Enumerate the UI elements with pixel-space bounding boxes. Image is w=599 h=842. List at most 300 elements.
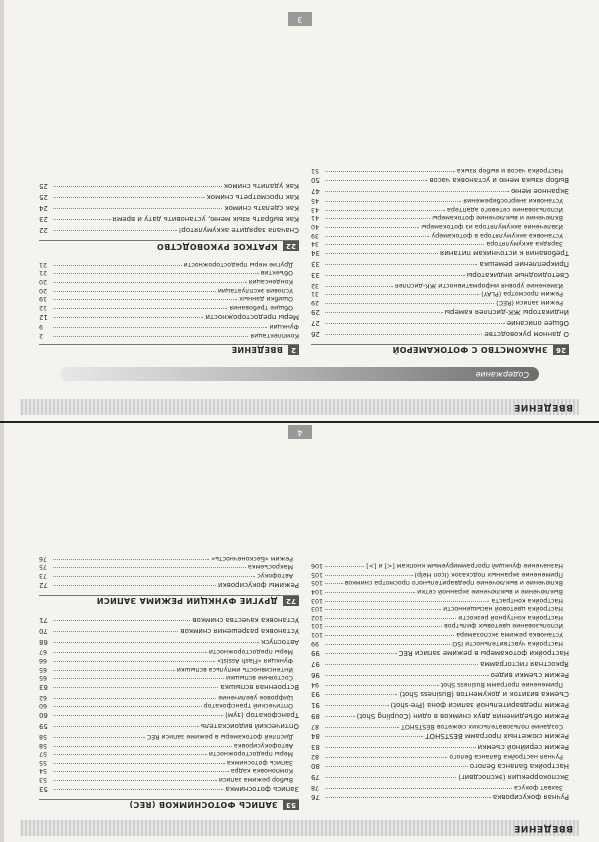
toc-entry [311,699,569,710]
toc-entry-page: 12 [39,312,48,321]
toc-list [39,259,299,339]
toc-entry [311,297,569,306]
toc-entry [39,614,299,625]
toc-entry [311,680,569,689]
toc-entry-title: Общие требования [229,303,293,311]
toc-entry-page: 2 [39,332,44,339]
toc-entry-title: Общее описание [506,319,569,327]
leader-dots [53,585,216,586]
toc-entry-page: 102 [311,613,324,621]
toc-entry-page: 60 [39,711,48,720]
toc-entry [39,213,299,224]
leader-dots [325,218,430,219]
leader-dots [325,275,465,276]
toc-list [311,165,569,339]
leader-dots [53,706,202,707]
toc-column-upper-left [39,180,299,359]
toc-entry-title: Экранное меню [511,186,569,195]
toc-entry-page: 12 [39,303,48,311]
toc-entry [311,213,569,222]
toc-entry-page: 60 [39,702,48,710]
toc-entry-page: 78 [311,784,320,791]
toc-entry-page: 82 [311,753,320,761]
toc-entry [311,604,569,613]
toc-entry [39,302,299,311]
toc-entry-title: Объектив [260,269,293,277]
toc-entry [311,230,569,239]
leader-dots [53,336,248,337]
toc-column-lower-right [311,561,569,802]
toc-entry-page: 58 [39,733,48,741]
toc-entry-page: 25 [39,182,48,191]
toc-entry-title: Режим предварительной записи фона (Pre-shot) [390,701,569,710]
leader-dots [325,736,423,737]
leader-dots [53,282,247,283]
toc-entry-title: Создание пользовательских сюжетов BESTSHOT [401,722,563,730]
toc-entry-page: 91 [311,701,320,710]
toc-entry-page: 103 [311,596,324,604]
toc-entry [311,791,569,802]
leader-dots [325,727,399,728]
section-title: КРАТКОЕ РУКОВОДСТВО [156,241,278,251]
toc-entry-page: 67 [39,648,48,656]
leader-dots [53,652,207,653]
toc-entry-page: 66 [39,657,48,665]
toc-entry-title: О данном руководстве [484,330,569,338]
toc-entry-page: 31 [311,290,320,298]
toc-entry [311,730,569,741]
toc-entry-title: Настройка часов и выбор языка [456,166,563,174]
toc-entry [311,185,569,196]
toc-entry [39,647,299,656]
leader-dots [325,609,441,610]
page-header: ВВЕДЕНИЕ [20,399,579,415]
toc-entry-page: 87 [311,722,320,730]
toc-entry-title: Запись фотоснимка [226,758,293,766]
toc-entry-page: 33 [311,260,320,269]
toc-entry-title: Компоновка кадра [230,767,293,775]
toc-entry-page: 25 [39,193,48,202]
toc-entry-page: 63 [39,683,48,692]
toc-entry [39,709,299,720]
leader-dots [325,716,355,717]
toc-entry-page: 20 [39,286,48,294]
toc-entry-title: Автофокусировка [233,741,293,749]
toc-entry [39,579,299,590]
leader-dots [325,286,393,287]
toc-entry-title: Зарядка аккумулятора [486,240,563,248]
section-heading [39,344,299,355]
toc-entry-title: Установка режима экспозамера [456,631,563,639]
toc-entry-title: Включение и выключение предварительного просмотра снимков [344,579,563,587]
toc-entry [311,306,569,317]
toc-entry-title: Ошибки данных [239,295,293,303]
toc-entry-title: Применение экранных подсказок (Icon Help) [414,570,563,578]
leader-dots [53,754,207,755]
lower-page [0,421,599,842]
section-number: 26 [553,345,569,355]
toc-entry [39,636,299,647]
toc-entry [39,673,299,682]
toc-entry [311,658,569,669]
toc-entry [311,638,569,647]
leader-dots [325,334,482,335]
toc-entry-title: Режим сюжетных программ BESTSHOT [425,731,569,740]
toc-entry [311,586,569,595]
toc-entry-title: Оптический трансфокатор [203,702,293,710]
toc-entry-title: Настройка цветовой насыщенности [443,605,563,613]
toc-entry [39,202,299,213]
leader-dots [53,327,267,328]
toc-entry-title: Яркостная гистограмма [480,659,569,668]
leader-dots [325,253,438,254]
toc-entry-title: Режим объединения двух снимков в один (Coupling Shot) [356,712,569,721]
toc-entry [39,664,299,673]
toc-entry-title: Интенсивность импульса вспышки [176,665,293,673]
leader-dots [325,757,447,758]
toc-entry [39,731,299,740]
toc-entry-title: Светодиодные индикаторы [466,271,569,280]
toc-entry-page: 33 [311,271,320,280]
leader-dots [53,687,218,688]
toc-entry [39,757,299,766]
toc-entry-title: Состояние вспышки [225,674,293,682]
toc-entry [39,570,299,579]
page-number-tab: 4 [288,425,312,439]
leader-dots [53,219,111,220]
toc-entry-title: Настройка контурной резкости [458,613,563,621]
toc-list [39,553,299,590]
toc-entry-page: 57 [39,750,48,758]
toc-entry-page: 41 [311,214,320,222]
toc-entry [311,621,569,630]
toc-entry [39,681,299,692]
toc-entry [39,553,299,562]
leader-dots [53,197,205,198]
leader-dots [325,236,429,237]
toc-entry [311,561,569,570]
toc-entry-title: Установка качества снимков [192,615,299,624]
toc-entry-page: 27 [311,319,320,327]
toc-entry-page: 65 [39,665,48,673]
toc-entry-title: Требования к источникам питания [440,249,569,258]
toc-entry-page: 70 [39,626,48,635]
toc-entry-page: 22 [39,226,48,235]
toc-entry-title: Прикрепление ремешка [479,260,569,269]
toc-entry-title: Установка аккумулятора в фотокамеру [431,231,563,239]
toc-list [311,561,569,802]
toc-entry-page: 103 [311,605,324,613]
toc-entry [311,258,569,269]
toc-entry [39,311,299,322]
toc-entry [311,647,569,658]
toc-entry-page: 26 [311,330,320,338]
section-title: ЗАПИСЬ ФОТОСНИМКОВ (REC) [129,800,278,810]
toc-entry-page: 59 [39,722,48,731]
toc-entry [311,629,569,638]
leader-dots [325,323,505,324]
toc-entry-title: Установка разрешения снимков [180,626,299,635]
leader-dots [325,644,450,645]
toc-entry-title: Выбор режима записи [218,776,293,783]
toc-entry-page: 51 [311,166,320,174]
leader-dots [325,685,439,686]
toc-entry-title: Экспокоррекция (экспосдвиг) [458,773,569,782]
toc-entry [39,322,299,331]
toc-entry-title: Меры предосторожности [208,648,293,656]
toc-entry-page: 75 [39,563,48,571]
toc-entry-page: 54 [39,767,48,775]
toc-entry-title: Как выбрать язык меню, установить дату и время [112,215,299,224]
contents-label: Содержание [60,367,539,381]
toc-entry-page: 71 [39,615,48,624]
toc-entry [39,692,299,701]
toc-entry-page: 93 [311,690,320,699]
leader-dots [53,661,215,662]
toc-entry-title: Режим записи (REC) [496,299,563,306]
toc-entry [311,239,569,248]
toc-entry [311,741,569,752]
toc-entry-page: 105 [311,570,324,578]
toc-entry-page: 40 [311,223,320,231]
leader-dots [53,746,232,747]
toc-entry-title: Комплектация [250,332,299,339]
toc-entry-page: 68 [39,637,48,646]
leader-dots [53,567,246,568]
section-heading [39,799,299,810]
toc-entry-title: Автоспуск [261,637,299,646]
toc-entry-title: Режимы фокусировки [217,580,299,589]
leader-dots [53,308,227,309]
toc-entry [39,625,299,636]
toc-entry [311,782,569,791]
toc-entry [311,710,569,721]
toc-entry [311,165,569,174]
toc-entry-page: 29 [311,308,320,316]
toc-entry-page: 47 [311,186,320,195]
toc-entry [39,701,299,710]
toc-entry [311,196,569,205]
toc-entry [39,276,299,285]
leader-dots [53,620,190,621]
section-number: 53 [283,800,299,810]
toc-entry [311,721,569,730]
toc-entry-title: Как просмотреть снимок [206,193,299,202]
toc-entry [311,760,569,771]
page-number-tab: 3 [288,12,312,26]
toc-entry-page: 89 [311,712,320,721]
leader-dots [325,797,491,798]
toc-entry [311,669,569,680]
leader-dots [53,726,199,727]
toc-entry-title: Индикаторы ЖК-дисплея камеры [444,308,569,316]
leader-dots [53,789,223,790]
toc-entry-page: 99 [311,648,320,657]
toc-entry-title: Как удалить снимок [223,182,299,191]
leader-dots [325,766,468,767]
toc-list [39,180,299,235]
toc-entry-title: Выбор языка меню и установка часов [429,175,569,184]
toc-entry-title: Использование сетевого адаптера [447,205,563,213]
toc-entry [39,294,299,303]
toc-entry-page: 72 [39,580,48,589]
toc-entry-title: Трансфокатор (зум) [225,711,299,720]
leader-dots [53,265,182,266]
leader-dots [325,694,397,695]
toc-entry [311,752,569,761]
toc-column-upper-right [311,165,569,359]
toc-entry [311,280,569,289]
toc-entry-title: Съемка визиток и документов (Business Shot) [399,690,569,699]
leader-dots [325,747,476,748]
leader-dots [325,566,364,567]
toc-entry-title: Режим серийной съемки [477,742,569,751]
toc-entry [311,204,569,213]
section-number: 72 [283,596,299,606]
toc-entry-title: Настройки фотокамеры в режиме записи REC [398,648,569,657]
toc-entry-page: 32 [311,281,320,289]
toc-entry [39,285,299,294]
toc-entry-title: Ручная фокусировка [492,793,569,801]
toc-list [39,614,299,794]
toc-entry [311,612,569,621]
leader-dots [325,592,415,593]
toc-entry [39,766,299,775]
toc-entry-title: Меры предосторожности [208,750,293,758]
toc-entry-page: 96 [311,670,320,679]
leader-dots [53,273,259,274]
toc-entry-page: 73 [39,571,48,579]
toc-entry-title: Как сделать снимок [224,204,299,213]
leader-dots [325,575,413,576]
toc-entry-title: Функции [269,323,299,331]
leader-dots [325,675,489,676]
leader-dots [325,705,389,706]
toc-entry-title: Меры предосторожности [205,312,299,321]
toc-entry-page: 106 [311,562,324,570]
leader-dots [325,777,456,778]
toc-entry-page: 34 [311,240,320,248]
toc-entry-page: 97 [311,659,320,668]
leader-dots [53,230,177,231]
toc-entry-title: Цифровое увеличение [218,693,293,701]
toc-entry [311,595,569,604]
toc-column-lower-left [39,553,299,814]
toc-entry-title: Ручная настройка баланса белого [449,753,563,761]
toc-entry [39,774,299,783]
toc-entry-title: Дисплей фотокамеры в режиме записи REC [146,733,293,741]
toc-entry [311,688,569,699]
section-number: 22 [283,241,299,251]
toc-entry-page: 58 [39,741,48,749]
leader-dots [53,559,209,560]
toc-entry-title: Использование цветовых фильтров [444,622,563,630]
toc-entry-page: 20 [39,278,48,286]
leader-dots [53,737,145,738]
leader-dots [325,191,509,192]
leader-dots [325,601,489,602]
toc-entry-page: 24 [39,204,48,213]
page-header: ВВЕДЕНИЕ [20,820,579,836]
toc-entry [39,720,299,731]
section-title: ЗНАКОМСТВО С ФОТОКАМЕРОЙ [392,345,548,355]
toc-entry-title: Другие меры предосторожности [183,260,293,268]
toc-entry-title: Автофокус [257,571,293,579]
toc-entry-page: 65 [39,674,48,682]
leader-dots [53,576,255,577]
leader-dots [325,618,456,619]
toc-entry [311,174,569,185]
toc-entry [311,247,569,258]
toc-entry-page: 76 [311,793,320,801]
toc-entry [311,569,569,578]
leader-dots [325,583,342,584]
toc-entry-page: 23 [39,215,48,224]
toc-entry-page: 101 [311,622,324,630]
section-heading [39,595,299,606]
section-number: 2 [288,345,299,355]
toc-entry [311,221,569,230]
leader-dots [325,312,443,313]
toc-entry-title: Настройка баланса белого [469,762,569,771]
toc-entry-title: Макросъемка [247,563,293,571]
toc-entry [311,328,569,339]
toc-entry-page: 9 [39,323,44,331]
toc-entry-page: 62 [39,693,48,701]
toc-entry-page: 21 [39,260,48,268]
toc-entry-page: 83 [311,742,320,751]
toc-entry-page: 105 [311,579,324,587]
toc-entry-page: 84 [311,731,320,740]
leader-dots [325,635,454,636]
toc-entry-page: 39 [311,231,320,239]
toc-entry-title: Конденсация [248,278,293,286]
section-title: ВВЕДЕНИЕ [231,345,283,355]
leader-dots [53,299,237,300]
toc-entry-title: Извлечение аккумулятора из фотокамеры [421,223,563,231]
toc-entry [39,268,299,277]
toc-entry [39,562,299,571]
section-heading [39,240,299,251]
toc-entry [39,749,299,758]
leader-dots [53,208,222,209]
toc-entry-page: 53 [39,776,48,783]
toc-entry [39,740,299,749]
toc-entry [311,578,569,587]
toc-entry-title: Режим «Бесконечность» [211,554,293,562]
leader-dots [325,788,512,789]
leader-dots [325,653,397,654]
toc-entry [39,330,299,339]
leader-dots [325,201,461,202]
leader-dots [53,678,224,679]
toc-entry-title: Режим съемки видео [490,670,569,679]
leader-dots [325,244,484,245]
toc-entry-page: 50 [311,175,320,184]
leader-dots [53,771,229,772]
toc-entry-title: Функция «Flash Assist» [217,657,293,665]
toc-entry-title: Захват фокуса [514,784,563,791]
toc-entry-page: 29 [311,299,320,306]
toc-entry-title: Применение программ Business Shot [440,681,563,689]
toc-entry-title: Включение и выключение фотокамеры [432,214,563,222]
toc-entry-page: 53 [39,785,48,793]
toc-entry-title: Назначение функций программируемым кнопкам [<] и [>] [366,562,563,570]
toc-entry-title: Условия эксплуатации [217,286,293,294]
toc-entry-page: 76 [39,554,48,562]
toc-entry-page: 55 [39,758,48,766]
toc-entry-page: 19 [39,295,48,303]
